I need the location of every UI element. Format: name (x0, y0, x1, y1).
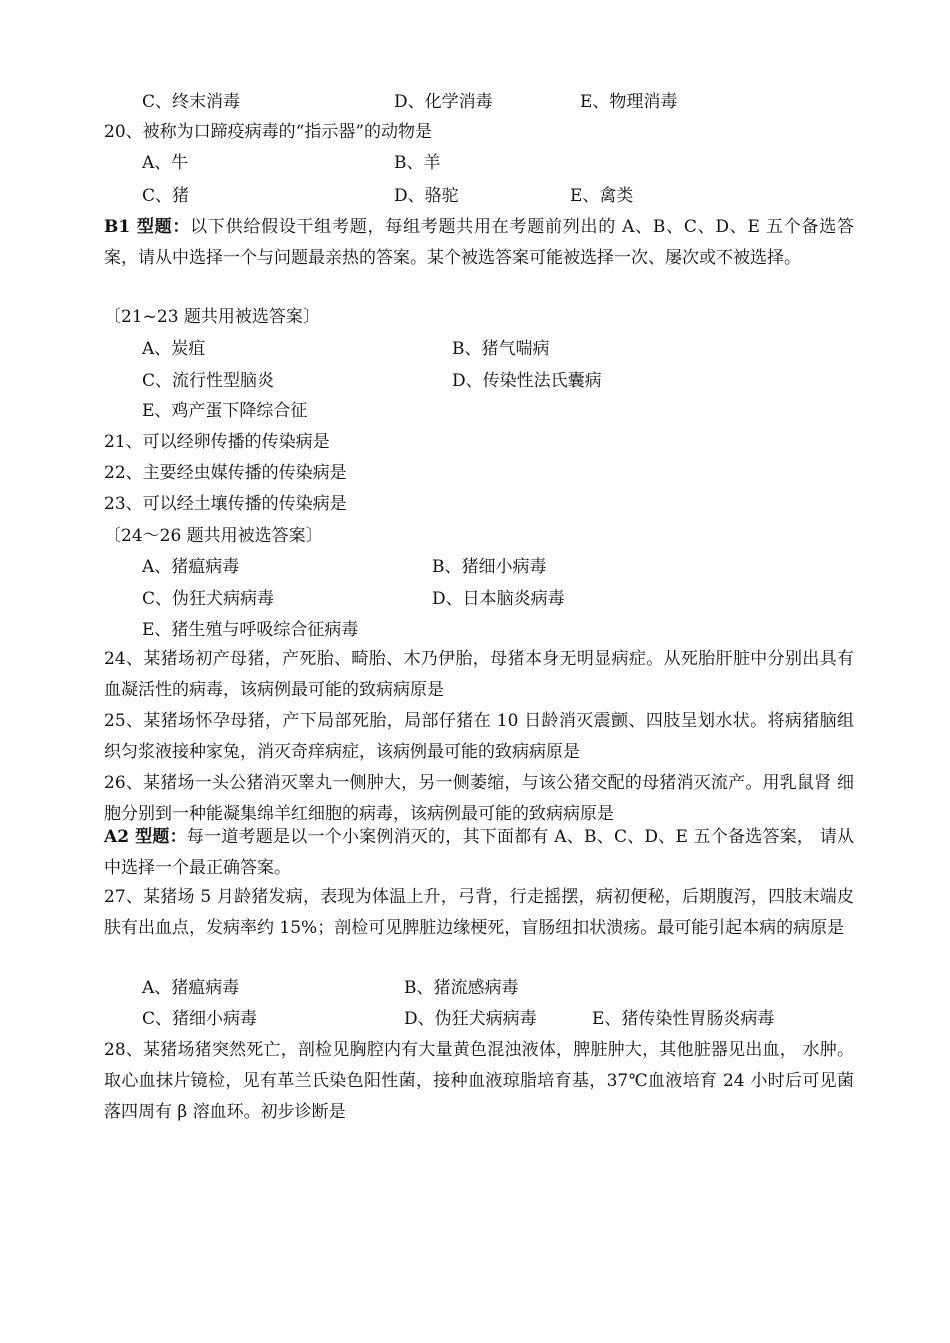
group-21-23-header: 〔21~23 题共用被选答案〕 (104, 307, 320, 327)
section-a2-label: A2 型题： (104, 827, 187, 847)
option-g21e: E、鸡产蛋下降综合征 (142, 401, 308, 421)
option-20e: E、禽类 (570, 186, 634, 206)
section-b1-instructions (104, 212, 854, 274)
option-27c: C、猪细小病毒 (142, 1009, 258, 1029)
option-20a: A、牛 (142, 153, 189, 173)
option-20d: D、骆驼 (394, 186, 459, 206)
option-27b: B、猪流感病毒 (404, 978, 519, 998)
option-g24b: B、猪细小病毒 (432, 557, 547, 577)
section-b1-text: 以下供给假设干组考题，每组考题共用在考题前列出的 A、B、C、D、E 五个备选答案，请从中选择一个与问题最亲热的答案。某个被选答案可能被选择一次、屡次或不被选择。 (104, 217, 854, 268)
option-20c: C、猪 (142, 186, 190, 206)
option-g21d: D、传染性法氏囊病 (452, 371, 602, 391)
question-24: 24、某猪场初产母猪，产死胎、畸胎、木乃伊胎，母猪本身无明显病症。从死胎肝脏中分别出具有血凝活性的病毒，该病例最可能的致病病原是 (104, 649, 854, 700)
option-g21a: A、炭疽 (142, 339, 206, 359)
question-28-stem: 28、某猪场猪突然死亡，剖检见胸腔内有大量黄色混浊液体，脾脏肿大，其他脏器见出血， 水肿。取心血抹片镜检，见有革兰氏染色阳性菌，接种血液琼脂培育基，37℃血液培育 24 小时后可见菌落四周有 β 溶血环。初步诊断是 (104, 1040, 854, 1122)
option-g21c: C、流行性型脑炎 (142, 371, 275, 391)
option-27a: A、猪瘟病毒 (142, 978, 240, 998)
question-27-stem: 27、某猪场 5 月龄猪发病，表现为体温上升，弓背，行走摇摆，病初便秘，后期腹泻，四肢末端皮肤有出血点，发病率约 15%；剖检可见脾脏边缘梗死，盲肠纽扣状溃疡。最可能引起本病的病原是 (104, 887, 854, 938)
question-26: 26、某猪场一头公猪消灭睾丸一侧肿大，另一侧萎缩，与该公猪交配的母猪消灭流产。用乳鼠肾 细胞分别到一种能凝集绵羊红细胞的病毒，该病例最可能的致病病原是 (104, 773, 854, 824)
section-a2-instructions (104, 822, 854, 884)
option-20b: B、羊 (394, 153, 441, 173)
section-b1-label: B1 型题： (104, 217, 191, 237)
question-23: 23、可以经土壤传播的传染病是 (104, 494, 347, 514)
question-22: 22、主要经虫媒传播的传染病是 (104, 463, 347, 483)
option-g24a: A、猪瘟病毒 (142, 557, 240, 577)
question-21: 21、可以经卵传播的传染病是 (104, 432, 330, 452)
option-19e: E、物理消毒 (580, 92, 678, 112)
question-25: 25、某猪场怀孕母猪，产下局部死胎，局部仔猪在 10 日龄消灭震颤、四肢呈划水状。将病猪脑组织匀浆液接种家兔，消灭奇痒病症，该病例最可能的致病病原是 (104, 711, 854, 762)
option-g24d: D、日本脑炎病毒 (432, 589, 565, 609)
option-g24c: C、伪狂犬病病毒 (142, 589, 275, 609)
question-20-stem: 20、被称为口蹄疫病毒的“指示器”的动物是 (104, 122, 433, 142)
option-27d: D、伪狂犬病病毒 (404, 1009, 537, 1029)
option-19d: D、化学消毒 (394, 92, 493, 112)
option-19c: C、终末消毒 (142, 92, 241, 112)
group-24-26-header: 〔24～26 题共用被选答案〕 (104, 526, 323, 546)
option-g24e: E、猪生殖与呼吸综合征病毒 (142, 620, 359, 640)
section-a2-text: 每一道考题是以一个小案例消灭的，其下面都有 A、B、C、D、E 五个备选答案， 请从中选择一个最正确答案。 (104, 827, 855, 878)
option-g21b: B、猪气喘病 (452, 339, 550, 359)
option-27e: E、猪传染性胃肠炎病毒 (592, 1009, 775, 1029)
